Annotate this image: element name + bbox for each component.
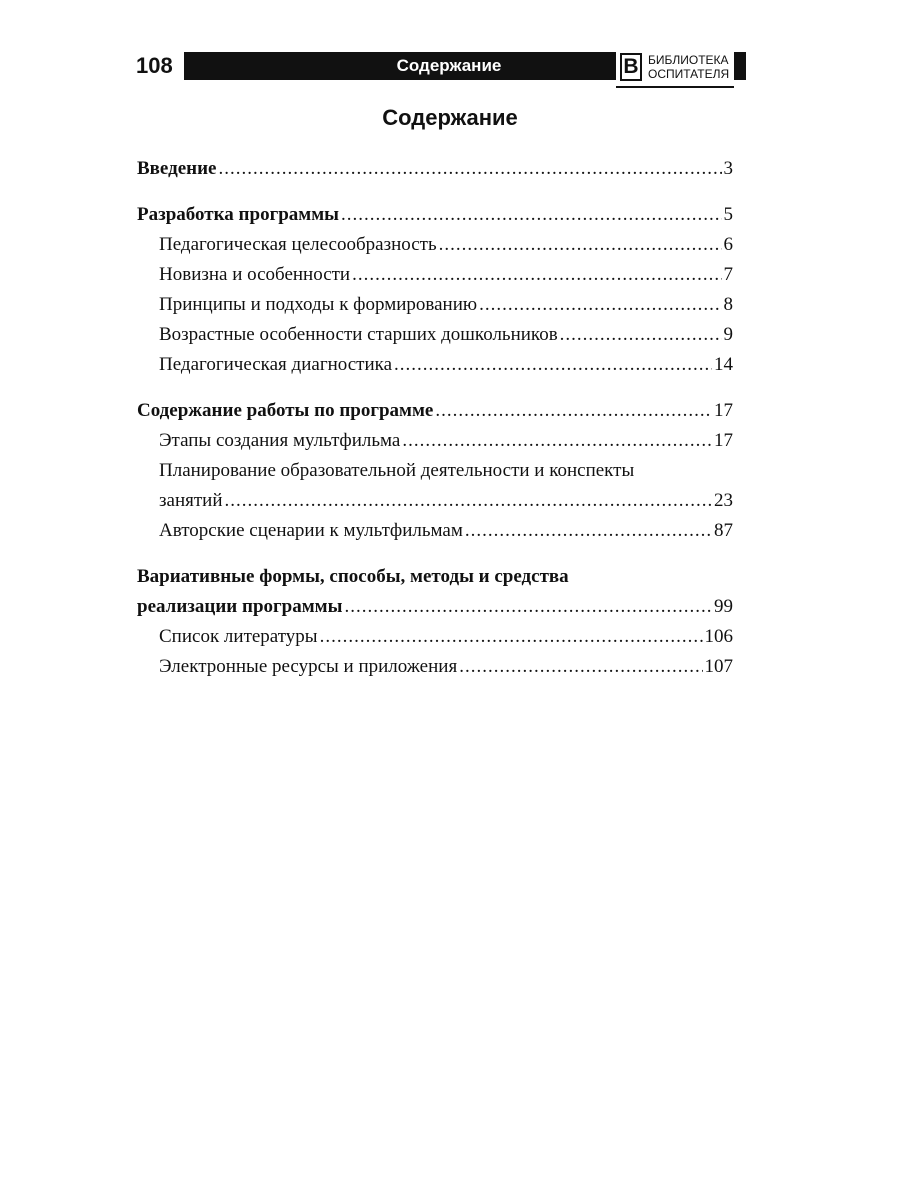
dot-leader [435, 396, 712, 426]
toc-subentry [137, 260, 733, 290]
toc-entry [137, 154, 733, 184]
toc-entry-title: Новизна и особенности [159, 264, 351, 285]
toc-section-intro [137, 154, 733, 184]
toc-subentry [137, 516, 733, 546]
toc-subentry [137, 622, 733, 652]
toc-subentry [137, 290, 733, 320]
toc-subentry [137, 320, 733, 350]
toc-entry-title: занятий [159, 490, 223, 511]
toc-entry-title: Электронные ресурсы и приложения [159, 656, 458, 677]
toc-entry-title: Авторские сценарии к мультфильмам [159, 520, 463, 541]
dot-leader [344, 592, 712, 622]
toc-entry-page: 99 [714, 596, 733, 617]
toc-section-forms [137, 562, 733, 682]
running-header [136, 50, 734, 82]
toc-entry [137, 200, 733, 230]
toc-entry-title: Этапы создания мультфильма [159, 430, 401, 451]
dot-leader [439, 230, 722, 260]
toc-entry-title: Список литературы [159, 626, 318, 647]
toc-section-content [137, 396, 733, 546]
toc-entry-page: 107 [704, 656, 733, 677]
toc-entry-page: 7 [723, 264, 733, 285]
toc-entry-title: Педагогическая диагностика [159, 354, 393, 375]
toc-entry-page: 23 [714, 490, 733, 511]
toc-entry-title: Возрастные особенности старших дошкольников [159, 324, 558, 345]
dot-leader [465, 516, 712, 546]
toc-entry [137, 396, 733, 426]
series-logo [616, 50, 734, 88]
toc-subentry [137, 230, 733, 260]
logo-letter: В [620, 53, 642, 81]
toc-entry-title: Разработка программы [137, 204, 339, 225]
dot-leader [219, 154, 722, 184]
dot-leader [341, 200, 722, 230]
toc-entry-title: Принципы и подходы к формированию [159, 294, 478, 315]
toc-entry-line-1: Вариативные формы, способы, методы и средства [137, 566, 569, 587]
table-of-contents [137, 154, 733, 698]
dot-leader [320, 622, 703, 652]
dot-leader [352, 260, 721, 290]
header-bar-title: Содержание [396, 56, 502, 75]
toc-entry-title: Педагогическая целесообразность [159, 234, 437, 255]
dot-leader [402, 426, 712, 456]
dot-leader [225, 486, 713, 516]
dot-leader [459, 652, 702, 682]
toc-entry-page: 9 [723, 324, 733, 345]
toc-entry-page: 14 [714, 354, 733, 375]
logo-line-1: БИБЛИОТЕКА [648, 53, 729, 67]
page-number: 108 [136, 53, 173, 78]
toc-entry-page: 106 [704, 626, 733, 647]
toc-section-dev [137, 200, 733, 380]
logo-text [648, 53, 729, 81]
dot-leader [394, 350, 712, 380]
toc-entry-page: 87 [714, 520, 733, 541]
dot-leader [479, 290, 721, 320]
toc-entry-title: реализации программы [137, 596, 343, 617]
toc-entry-title: Содержание работы по программе [137, 400, 434, 421]
toc-subentry [137, 652, 733, 682]
toc-subentry [137, 426, 733, 456]
toc-subentry-line-1: Планирование образовательной деятельности и конспекты [159, 460, 635, 481]
toc-entry-page: 5 [723, 204, 733, 225]
toc-subentry [137, 350, 733, 380]
toc-subentry [137, 486, 733, 516]
toc-entry-page: 3 [723, 158, 733, 179]
toc-entry [137, 592, 733, 622]
dot-leader [560, 320, 722, 350]
toc-entry-title: Введение [137, 158, 217, 179]
toc-entry-page: 8 [723, 294, 733, 315]
page-title: Содержание [382, 105, 518, 130]
logo-line-2: ОСПИТАТЕЛЯ [648, 67, 730, 81]
toc-entry-page: 17 [714, 430, 733, 451]
toc-entry-page: 6 [723, 234, 733, 255]
toc-entry-page: 17 [714, 400, 733, 421]
